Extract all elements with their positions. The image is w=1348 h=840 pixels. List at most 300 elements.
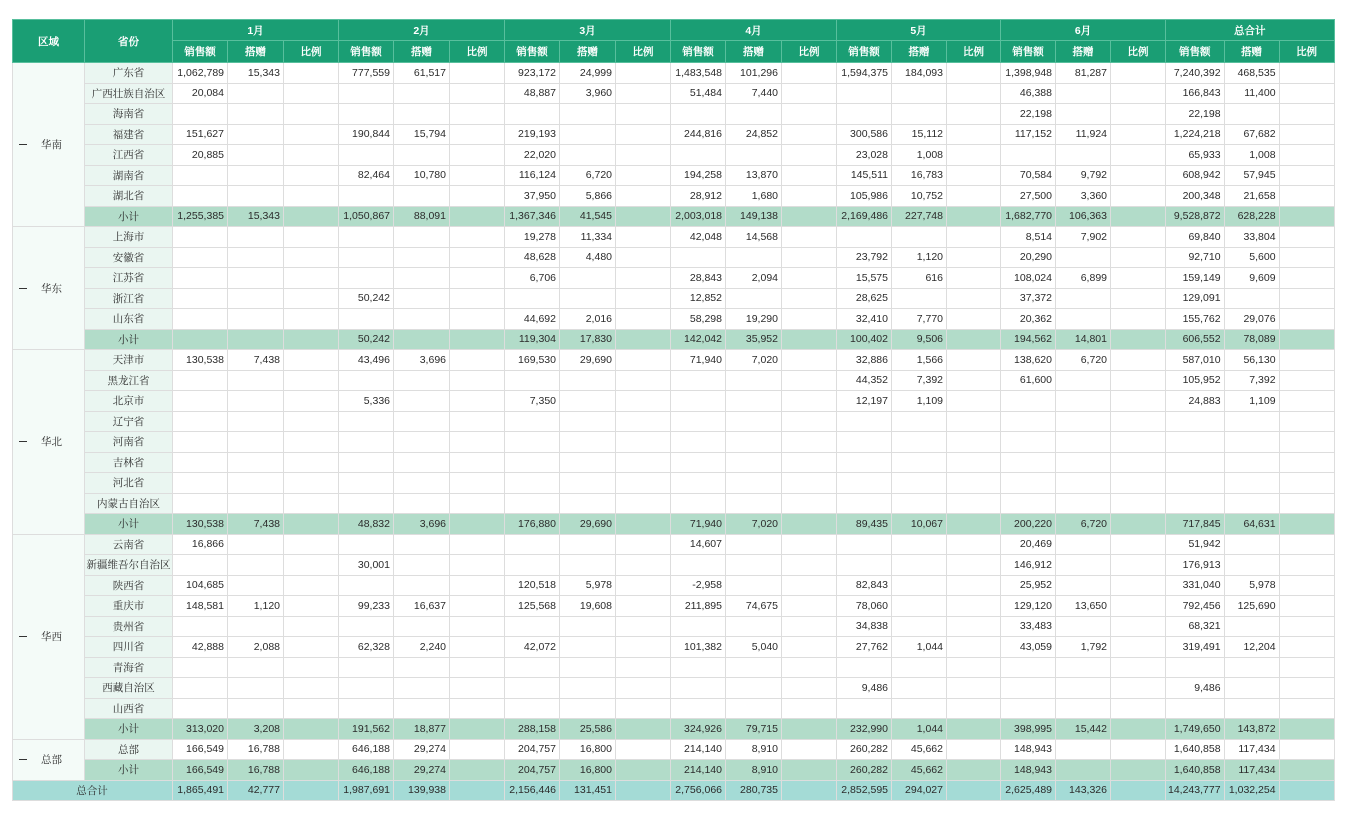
value-cell xyxy=(394,145,450,166)
table-row xyxy=(13,678,1335,699)
table-row xyxy=(13,637,1335,658)
value-cell xyxy=(837,555,892,576)
value-cell xyxy=(1111,657,1166,678)
measure-header: 销售额 xyxy=(1166,41,1225,63)
value-cell: 78,089 xyxy=(1224,329,1279,350)
value-cell xyxy=(1279,309,1334,330)
value-cell xyxy=(394,104,450,125)
value-cell: 792,456 xyxy=(1166,596,1225,617)
measure-header: 搭赠 xyxy=(1224,41,1279,63)
subtotal-row xyxy=(13,514,1335,535)
value-cell: 9,486 xyxy=(837,678,892,699)
value-cell xyxy=(228,411,284,432)
grand-total-label: 总合计 xyxy=(13,780,173,801)
value-cell: 2,240 xyxy=(394,637,450,658)
value-cell xyxy=(450,780,505,801)
value-cell xyxy=(284,575,339,596)
value-cell xyxy=(1111,391,1166,412)
minus-icon[interactable] xyxy=(19,441,27,442)
table-row xyxy=(13,370,1335,391)
value-cell xyxy=(616,104,671,125)
value-cell: 15,343 xyxy=(228,206,284,227)
value-cell xyxy=(782,186,837,207)
grand-total-row xyxy=(13,780,1335,801)
value-cell: 1,640,858 xyxy=(1166,760,1225,781)
value-cell xyxy=(173,657,228,678)
value-cell xyxy=(1224,473,1279,494)
table-row xyxy=(13,104,1335,125)
value-cell: 82,843 xyxy=(837,575,892,596)
value-cell xyxy=(228,165,284,186)
value-cell xyxy=(394,678,450,699)
region-cell[interactable] xyxy=(13,350,85,535)
province-cell: 湖南省 xyxy=(85,165,173,186)
value-cell: 204,757 xyxy=(505,739,560,760)
value-cell xyxy=(892,104,947,125)
value-cell: 1,749,650 xyxy=(1166,719,1225,740)
value-cell xyxy=(1224,616,1279,637)
value-cell: 16,800 xyxy=(560,760,616,781)
value-cell xyxy=(450,514,505,535)
measure-header: 销售额 xyxy=(671,41,726,63)
value-cell xyxy=(947,719,1001,740)
value-cell: 15,112 xyxy=(892,124,947,145)
value-cell: 6,899 xyxy=(1056,268,1111,289)
value-cell xyxy=(173,452,228,473)
value-cell: 148,943 xyxy=(1001,760,1056,781)
value-cell xyxy=(450,350,505,371)
value-cell xyxy=(782,616,837,637)
value-cell xyxy=(450,411,505,432)
value-cell: 13,870 xyxy=(726,165,782,186)
value-cell: 35,952 xyxy=(726,329,782,350)
value-cell: 19,278 xyxy=(505,227,560,248)
province-cell: 黑龙江省 xyxy=(85,370,173,391)
value-cell: 159,149 xyxy=(1166,268,1225,289)
value-cell: 14,607 xyxy=(671,534,726,555)
value-cell xyxy=(560,124,616,145)
value-cell xyxy=(1166,452,1225,473)
minus-icon[interactable] xyxy=(19,144,27,145)
value-cell xyxy=(782,350,837,371)
value-cell: 6,720 xyxy=(560,165,616,186)
value-cell xyxy=(892,596,947,617)
value-cell: 288,158 xyxy=(505,719,560,740)
value-cell: 44,352 xyxy=(837,370,892,391)
province-cell: 青海省 xyxy=(85,657,173,678)
value-cell xyxy=(228,698,284,719)
value-cell xyxy=(1279,247,1334,268)
value-cell: 101,296 xyxy=(726,63,782,84)
value-cell: 15,343 xyxy=(228,63,284,84)
value-cell: 43,059 xyxy=(1001,637,1056,658)
value-cell: 145,511 xyxy=(837,165,892,186)
value-cell xyxy=(1111,227,1166,248)
value-cell: 3,696 xyxy=(394,514,450,535)
value-cell: 7,438 xyxy=(228,350,284,371)
value-cell xyxy=(1056,309,1111,330)
value-cell: 15,575 xyxy=(837,268,892,289)
value-cell xyxy=(228,329,284,350)
region-name: 华东 xyxy=(41,282,62,295)
value-cell: 82,464 xyxy=(339,165,394,186)
value-cell xyxy=(671,247,726,268)
value-cell xyxy=(1166,411,1225,432)
value-cell: 260,282 xyxy=(837,739,892,760)
value-cell: 33,804 xyxy=(1224,227,1279,248)
value-cell xyxy=(284,206,339,227)
value-cell xyxy=(1111,760,1166,781)
value-cell: 69,840 xyxy=(1166,227,1225,248)
province-cell: 云南省 xyxy=(85,534,173,555)
value-cell: 130,538 xyxy=(173,514,228,535)
value-cell: 1,120 xyxy=(228,596,284,617)
value-cell xyxy=(284,370,339,391)
value-cell: 143,872 xyxy=(1224,719,1279,740)
value-cell xyxy=(947,227,1001,248)
value-cell: 138,620 xyxy=(1001,350,1056,371)
value-cell xyxy=(450,575,505,596)
value-cell xyxy=(782,227,837,248)
value-cell xyxy=(726,493,782,514)
value-cell xyxy=(892,657,947,678)
value-cell: 3,360 xyxy=(1056,186,1111,207)
value-cell xyxy=(1111,780,1166,801)
value-cell: 20,362 xyxy=(1001,309,1056,330)
value-cell xyxy=(1279,739,1334,760)
value-cell xyxy=(228,247,284,268)
value-cell: 1,792 xyxy=(1056,637,1111,658)
region-cell[interactable] xyxy=(13,227,85,350)
value-cell: 56,130 xyxy=(1224,350,1279,371)
value-cell xyxy=(726,616,782,637)
value-cell xyxy=(560,288,616,309)
value-cell: 1,109 xyxy=(892,391,947,412)
value-cell xyxy=(505,678,560,699)
value-cell xyxy=(284,514,339,535)
value-cell xyxy=(450,83,505,104)
value-cell xyxy=(616,760,671,781)
region-name: 总部 xyxy=(41,754,62,766)
value-cell: 2,094 xyxy=(726,268,782,289)
value-cell: 129,120 xyxy=(1001,596,1056,617)
value-cell xyxy=(892,452,947,473)
region-cell[interactable] xyxy=(13,739,85,780)
value-cell xyxy=(228,452,284,473)
measure-header: 搭赠 xyxy=(892,41,947,63)
value-cell xyxy=(284,391,339,412)
value-cell: 1,865,491 xyxy=(173,780,228,801)
value-cell xyxy=(284,145,339,166)
table-row xyxy=(13,452,1335,473)
value-cell: 214,140 xyxy=(671,760,726,781)
value-cell: 125,568 xyxy=(505,596,560,617)
value-cell: 3,696 xyxy=(394,350,450,371)
value-cell xyxy=(1111,104,1166,125)
value-cell xyxy=(284,329,339,350)
region-cell[interactable] xyxy=(13,534,85,739)
value-cell: 65,933 xyxy=(1166,145,1225,166)
subtotal-label: 小计 xyxy=(85,719,173,740)
value-cell: 11,400 xyxy=(1224,83,1279,104)
value-cell: 1,640,858 xyxy=(1166,739,1225,760)
value-cell: 106,363 xyxy=(1056,206,1111,227)
value-cell xyxy=(284,411,339,432)
value-cell: 117,152 xyxy=(1001,124,1056,145)
table-row xyxy=(13,698,1335,719)
value-cell xyxy=(947,514,1001,535)
value-cell xyxy=(394,288,450,309)
value-cell: 146,912 xyxy=(1001,555,1056,576)
value-cell xyxy=(228,678,284,699)
value-cell xyxy=(284,719,339,740)
value-cell: 48,628 xyxy=(505,247,560,268)
value-cell xyxy=(671,391,726,412)
value-cell: 6,720 xyxy=(1056,350,1111,371)
value-cell: 78,060 xyxy=(837,596,892,617)
value-cell xyxy=(1279,83,1334,104)
value-cell: 92,710 xyxy=(1166,247,1225,268)
value-cell: 1,109 xyxy=(1224,391,1279,412)
table-row xyxy=(13,124,1335,145)
value-cell xyxy=(1056,83,1111,104)
value-cell: 204,757 xyxy=(505,760,560,781)
value-cell xyxy=(1111,329,1166,350)
value-cell xyxy=(782,555,837,576)
value-cell: 149,138 xyxy=(726,206,782,227)
value-cell xyxy=(671,411,726,432)
value-cell xyxy=(782,575,837,596)
value-cell xyxy=(450,227,505,248)
value-cell: 184,093 xyxy=(892,63,947,84)
value-cell xyxy=(1279,452,1334,473)
province-cell: 总部 xyxy=(85,739,173,760)
value-cell xyxy=(1111,596,1166,617)
value-cell xyxy=(173,555,228,576)
value-cell xyxy=(782,104,837,125)
value-cell xyxy=(1111,575,1166,596)
table-row xyxy=(13,432,1335,453)
value-cell xyxy=(284,555,339,576)
value-cell: 1,120 xyxy=(892,247,947,268)
province-cell: 陕西省 xyxy=(85,575,173,596)
value-cell xyxy=(1224,288,1279,309)
value-cell: 70,584 xyxy=(1001,165,1056,186)
value-cell: 12,197 xyxy=(837,391,892,412)
value-cell: 28,625 xyxy=(837,288,892,309)
value-cell xyxy=(173,288,228,309)
value-cell xyxy=(782,657,837,678)
value-cell xyxy=(1056,391,1111,412)
value-cell xyxy=(1111,186,1166,207)
value-cell xyxy=(339,534,394,555)
value-cell xyxy=(1279,145,1334,166)
value-cell xyxy=(671,493,726,514)
value-cell xyxy=(394,227,450,248)
value-cell: 1,483,548 xyxy=(671,63,726,84)
value-cell xyxy=(450,370,505,391)
value-cell xyxy=(228,575,284,596)
value-cell xyxy=(616,637,671,658)
value-cell: 116,124 xyxy=(505,165,560,186)
value-cell xyxy=(616,186,671,207)
value-cell xyxy=(782,493,837,514)
value-cell xyxy=(1111,555,1166,576)
value-cell: 166,549 xyxy=(173,760,228,781)
value-cell: 8,910 xyxy=(726,760,782,781)
value-cell xyxy=(450,206,505,227)
value-cell xyxy=(947,452,1001,473)
table-row xyxy=(13,739,1335,760)
value-cell xyxy=(450,104,505,125)
value-cell: 42,072 xyxy=(505,637,560,658)
minus-icon[interactable] xyxy=(19,636,27,637)
value-cell xyxy=(505,698,560,719)
value-cell xyxy=(616,698,671,719)
value-cell xyxy=(892,616,947,637)
pivot-table xyxy=(12,19,1335,801)
value-cell: 61,517 xyxy=(394,63,450,84)
subtotal-row xyxy=(13,760,1335,781)
value-cell: 9,609 xyxy=(1224,268,1279,289)
value-cell xyxy=(671,370,726,391)
measure-header: 比例 xyxy=(616,41,671,63)
value-cell xyxy=(616,268,671,289)
value-cell xyxy=(1056,432,1111,453)
province-cell: 广西壮族自治区 xyxy=(85,83,173,104)
region-cell[interactable] xyxy=(13,63,85,227)
measure-header: 销售额 xyxy=(1001,41,1056,63)
value-cell xyxy=(947,760,1001,781)
table-row xyxy=(13,268,1335,289)
value-cell xyxy=(947,493,1001,514)
value-cell xyxy=(947,739,1001,760)
value-cell xyxy=(616,575,671,596)
value-cell xyxy=(726,698,782,719)
value-cell: 25,952 xyxy=(1001,575,1056,596)
table-row xyxy=(13,493,1335,514)
value-cell xyxy=(450,534,505,555)
value-cell: 12,852 xyxy=(671,288,726,309)
value-cell xyxy=(228,432,284,453)
value-cell: -2,958 xyxy=(671,575,726,596)
value-cell xyxy=(1111,637,1166,658)
month-header: 3月 xyxy=(505,20,671,41)
value-cell: 4,480 xyxy=(560,247,616,268)
value-cell xyxy=(616,452,671,473)
value-cell xyxy=(1111,350,1166,371)
value-cell xyxy=(671,452,726,473)
value-cell xyxy=(450,698,505,719)
value-cell xyxy=(450,760,505,781)
value-cell xyxy=(173,411,228,432)
value-cell: 148,943 xyxy=(1001,739,1056,760)
value-cell: 99,233 xyxy=(339,596,394,617)
month-header: 5月 xyxy=(837,20,1001,41)
value-cell xyxy=(947,616,1001,637)
value-cell xyxy=(1111,432,1166,453)
value-cell xyxy=(1279,186,1334,207)
value-cell xyxy=(284,596,339,617)
value-cell xyxy=(1279,575,1334,596)
value-cell xyxy=(394,268,450,289)
value-cell: 20,469 xyxy=(1001,534,1056,555)
value-cell xyxy=(394,186,450,207)
subtotal-row xyxy=(13,329,1335,350)
value-cell: 37,950 xyxy=(505,186,560,207)
value-cell xyxy=(339,309,394,330)
table-row xyxy=(13,63,1335,84)
value-cell: 24,999 xyxy=(560,63,616,84)
value-cell: 166,843 xyxy=(1166,83,1225,104)
value-cell xyxy=(505,534,560,555)
value-cell xyxy=(1056,411,1111,432)
value-cell xyxy=(1279,268,1334,289)
value-cell xyxy=(228,268,284,289)
value-cell: 25,586 xyxy=(560,719,616,740)
subtotal-row xyxy=(13,719,1335,740)
value-cell xyxy=(394,452,450,473)
value-cell xyxy=(947,124,1001,145)
value-cell xyxy=(1056,760,1111,781)
value-cell: 7,020 xyxy=(726,350,782,371)
value-cell xyxy=(450,63,505,84)
value-cell: 191,562 xyxy=(339,719,394,740)
value-cell xyxy=(726,432,782,453)
value-cell xyxy=(505,555,560,576)
value-cell: 51,942 xyxy=(1166,534,1225,555)
value-cell xyxy=(782,760,837,781)
value-cell xyxy=(339,493,394,514)
value-cell xyxy=(560,452,616,473)
value-cell xyxy=(228,104,284,125)
value-cell: 16,637 xyxy=(394,596,450,617)
value-cell: 22,198 xyxy=(1001,104,1056,125)
minus-icon[interactable] xyxy=(19,759,27,760)
value-cell xyxy=(339,698,394,719)
value-cell xyxy=(560,145,616,166)
value-cell xyxy=(284,165,339,186)
value-cell xyxy=(1279,493,1334,514)
value-cell: 10,780 xyxy=(394,165,450,186)
value-cell xyxy=(782,391,837,412)
value-cell xyxy=(1279,637,1334,658)
value-cell xyxy=(1111,739,1166,760)
value-cell xyxy=(616,780,671,801)
value-cell xyxy=(726,411,782,432)
value-cell: 777,559 xyxy=(339,63,394,84)
region-header: 区域 xyxy=(13,20,85,63)
value-cell: 5,978 xyxy=(560,575,616,596)
value-cell xyxy=(339,575,394,596)
value-cell xyxy=(394,391,450,412)
value-cell xyxy=(837,657,892,678)
minus-icon[interactable] xyxy=(19,288,27,289)
value-cell xyxy=(782,247,837,268)
value-cell xyxy=(1111,698,1166,719)
value-cell: 646,188 xyxy=(339,760,394,781)
value-cell: 143,326 xyxy=(1056,780,1111,801)
value-cell: 8,514 xyxy=(1001,227,1056,248)
value-cell xyxy=(505,616,560,637)
value-cell: 51,484 xyxy=(671,83,726,104)
value-cell xyxy=(1224,678,1279,699)
value-cell: 19,608 xyxy=(560,596,616,617)
value-cell xyxy=(1224,452,1279,473)
value-cell xyxy=(782,473,837,494)
value-cell xyxy=(947,698,1001,719)
value-cell: 33,483 xyxy=(1001,616,1056,637)
